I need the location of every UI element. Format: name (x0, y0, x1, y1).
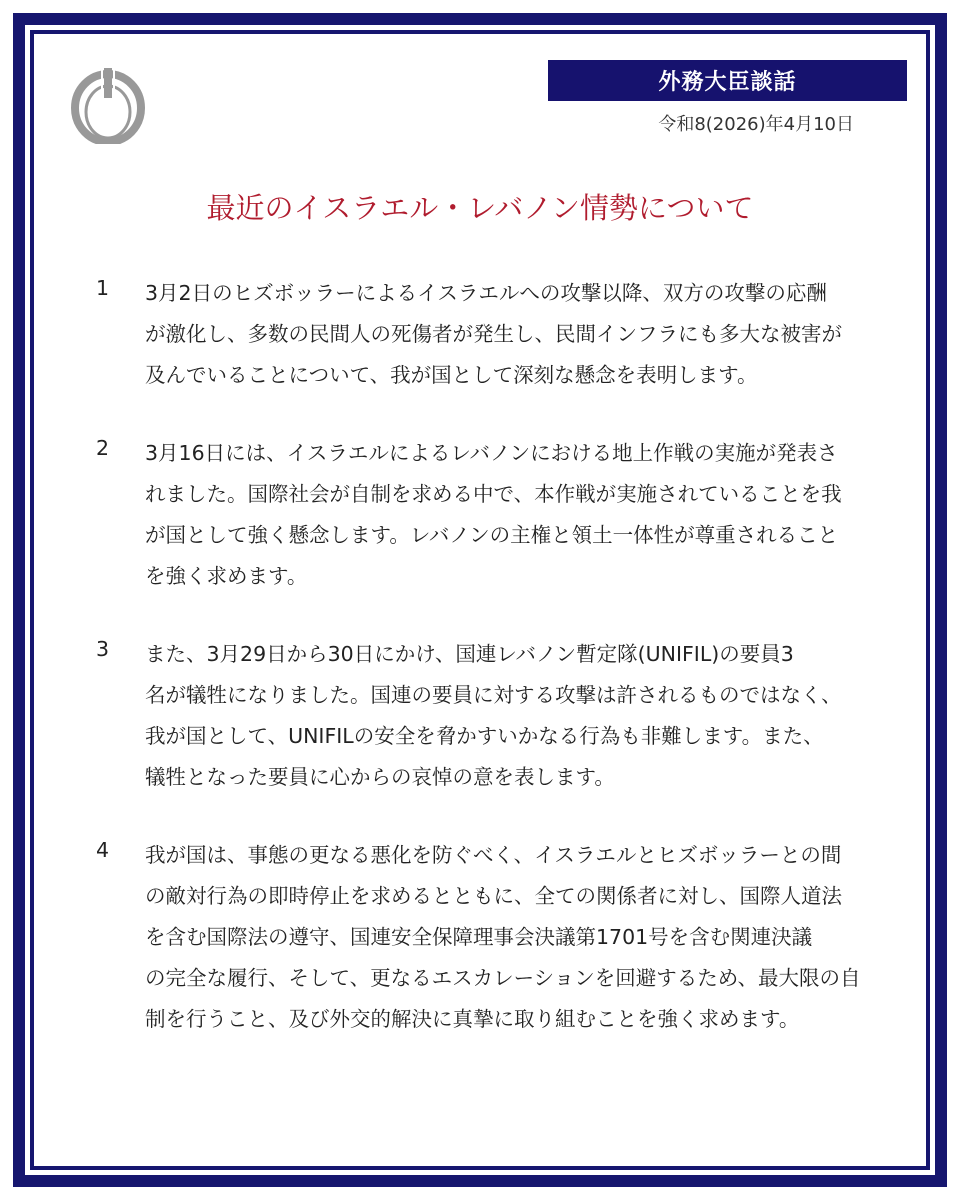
paragraph-number: 1 (96, 276, 110, 300)
text-line: の完全な履行、そして、更なるエスカレーションを回避するため、最大限の自 (145, 966, 861, 990)
text-line: 犠牲となった要員に心からの哀悼の意を表します。 (145, 765, 615, 789)
paragraph-number: 4 (96, 838, 110, 862)
paragraph-number: 2 (96, 436, 110, 460)
date: 令和8(2026)年4月10日 (658, 114, 854, 135)
text-line: の敵対行為の即時停止を求めるとともに、全ての関係者に対し、国際人道法 (145, 884, 842, 908)
text-line: また、3月29日から30日にかけ、国連レバノン暫定隊(UNIFIL)の要員3 (145, 642, 794, 666)
text-line: を含む国際法の遵守、国連安全保障理事会決議第1701号を含む関連決議 (145, 925, 813, 949)
text-line: が激化し、多数の民間人の死傷者が発生し、民間インフラにも多大な被害が (145, 322, 842, 346)
text-line: 我が国は、事態の更なる悪化を防ぐべく、イスラエルとヒズボッラーとの間 (145, 843, 842, 867)
text-line: 名が犠牲になりました。国連の要員に対する攻撃は許されるものではなく、 (145, 683, 842, 707)
text-line: 3月2日のヒズボッラーによるイスラエルへの攻撃以降、双方の攻撃の応酬 (145, 281, 827, 305)
ministry-emblem-icon (70, 66, 146, 144)
paragraph-number: 3 (96, 637, 110, 661)
text-line: が国として強く懸念します。レバノンの主権と領土一体性が尊重されること (145, 523, 839, 547)
text-line: れました。国際社会が自制を求める中で、本作戦が実施されていることを我 (145, 482, 842, 506)
text-line: 我が国として、UNIFILの安全を脅かすいかなる行為も非難します。また、 (145, 724, 824, 748)
text-line: 及んでいることについて、我が国として深刻な懸念を表明します。 (145, 363, 758, 387)
statement-badge: 外務大臣談話 (548, 60, 907, 101)
text-line: 制を行うこと、及び外交的解決に真摯に取り組むことを強く求めます。 (145, 1007, 800, 1031)
text-line: 3月16日には、イスラエルによるレバノンにおける地上作戦の実施が発表さ (145, 441, 838, 465)
page-title: 最近のイスラエル・レバノン情勢について (206, 191, 754, 225)
text-line: を強く求めます。 (145, 564, 308, 588)
